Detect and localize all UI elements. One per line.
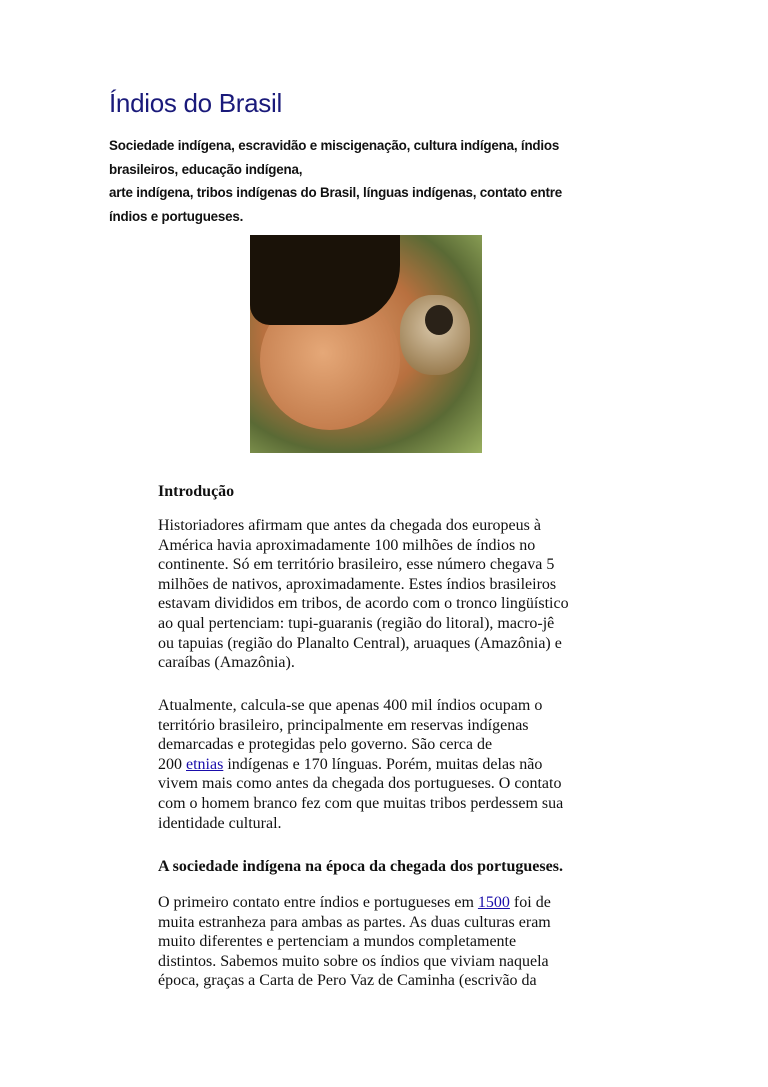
heading-sociedade-indigena: A sociedade indígena na época da chegada dos portugueses.	[158, 858, 563, 875]
text-line: milhões de nativos, aproximadamente. Estes índios brasileiros	[158, 575, 557, 593]
subtitle	[109, 134, 562, 228]
text-line: caraíbas (Amazônia).	[158, 654, 295, 672]
text-line	[158, 893, 551, 913]
text-segment: O primeiro contato entre índios e portugueses em	[158, 894, 478, 911]
document-title: Índios do Brasil	[109, 88, 282, 118]
text-line: com o homem branco fez com que muitas tribos perdessem sua	[158, 794, 564, 812]
subtitle-line: índios e portugueses.	[109, 208, 244, 224]
heading-introducao: Introdução	[158, 483, 235, 500]
text-line: estavam divididos em tribos, de acordo com o tronco lingüístico	[158, 595, 569, 613]
text-line: demarcadas e protegidas pelo governo. São cerca de	[158, 736, 493, 754]
text-line: muita estranheza para ambas as partes. As duas culturas eram	[158, 913, 551, 931]
photo-indigenous-child-with-monkey	[250, 235, 482, 453]
text-line: ao qual pertenciam: tupi-guaranis (região do litoral), macro-jê	[158, 614, 555, 632]
text-line: território brasileiro, principalmente em reservas indígenas	[158, 716, 529, 734]
photo-monkey-face	[425, 305, 453, 335]
text-line: identidade cultural.	[158, 814, 282, 832]
text-segment: 200	[158, 755, 186, 773]
paragraph-3	[158, 893, 551, 991]
text-line: vivem mais como antes da chegada dos portugueses. O contato	[158, 775, 562, 793]
paragraph-2	[158, 696, 563, 833]
text-line: ou tapuias (região do Planalto Central), aruaques (Amazônia) e	[158, 634, 562, 652]
1500-link[interactable]: 1500	[477, 894, 510, 911]
text-segment: foi de	[509, 894, 551, 911]
text-line: América havia aproximadamente 100 milhões de índios no	[158, 536, 536, 554]
text-line	[158, 755, 563, 775]
text-segment: indígenas e 170 línguas. Porém, muitas delas não	[223, 755, 543, 773]
text-line: época, graças a Carta de Pero Vaz de Caminha (escrivão da	[158, 972, 537, 990]
text-line: continente. Só em território brasileiro, esse número chegava 5	[158, 556, 555, 574]
subtitle-line: brasileiros, educação indígena,	[109, 161, 303, 177]
text-line: Historiadores afirmam que antes da chegada dos europeus à	[158, 517, 541, 534]
paragraph-1	[158, 516, 569, 673]
subtitle-line: Sociedade indígena, escravidão e miscigenação, cultura indígena, índios	[109, 138, 560, 153]
text-line: muito diferentes e pertenciam a mundos completamente	[158, 933, 517, 951]
etnias-link[interactable]: etnias	[186, 755, 224, 773]
text-line: distintos. Sabemos muito sobre os índios que viviam naquela	[158, 952, 549, 970]
photo-hair	[250, 235, 400, 325]
subtitle-line: arte indígena, tribos indígenas do Brasil, línguas indígenas, contato entre	[109, 185, 563, 200]
text-line: Atualmente, calcula-se que apenas 400 mil índios ocupam o	[158, 697, 543, 714]
